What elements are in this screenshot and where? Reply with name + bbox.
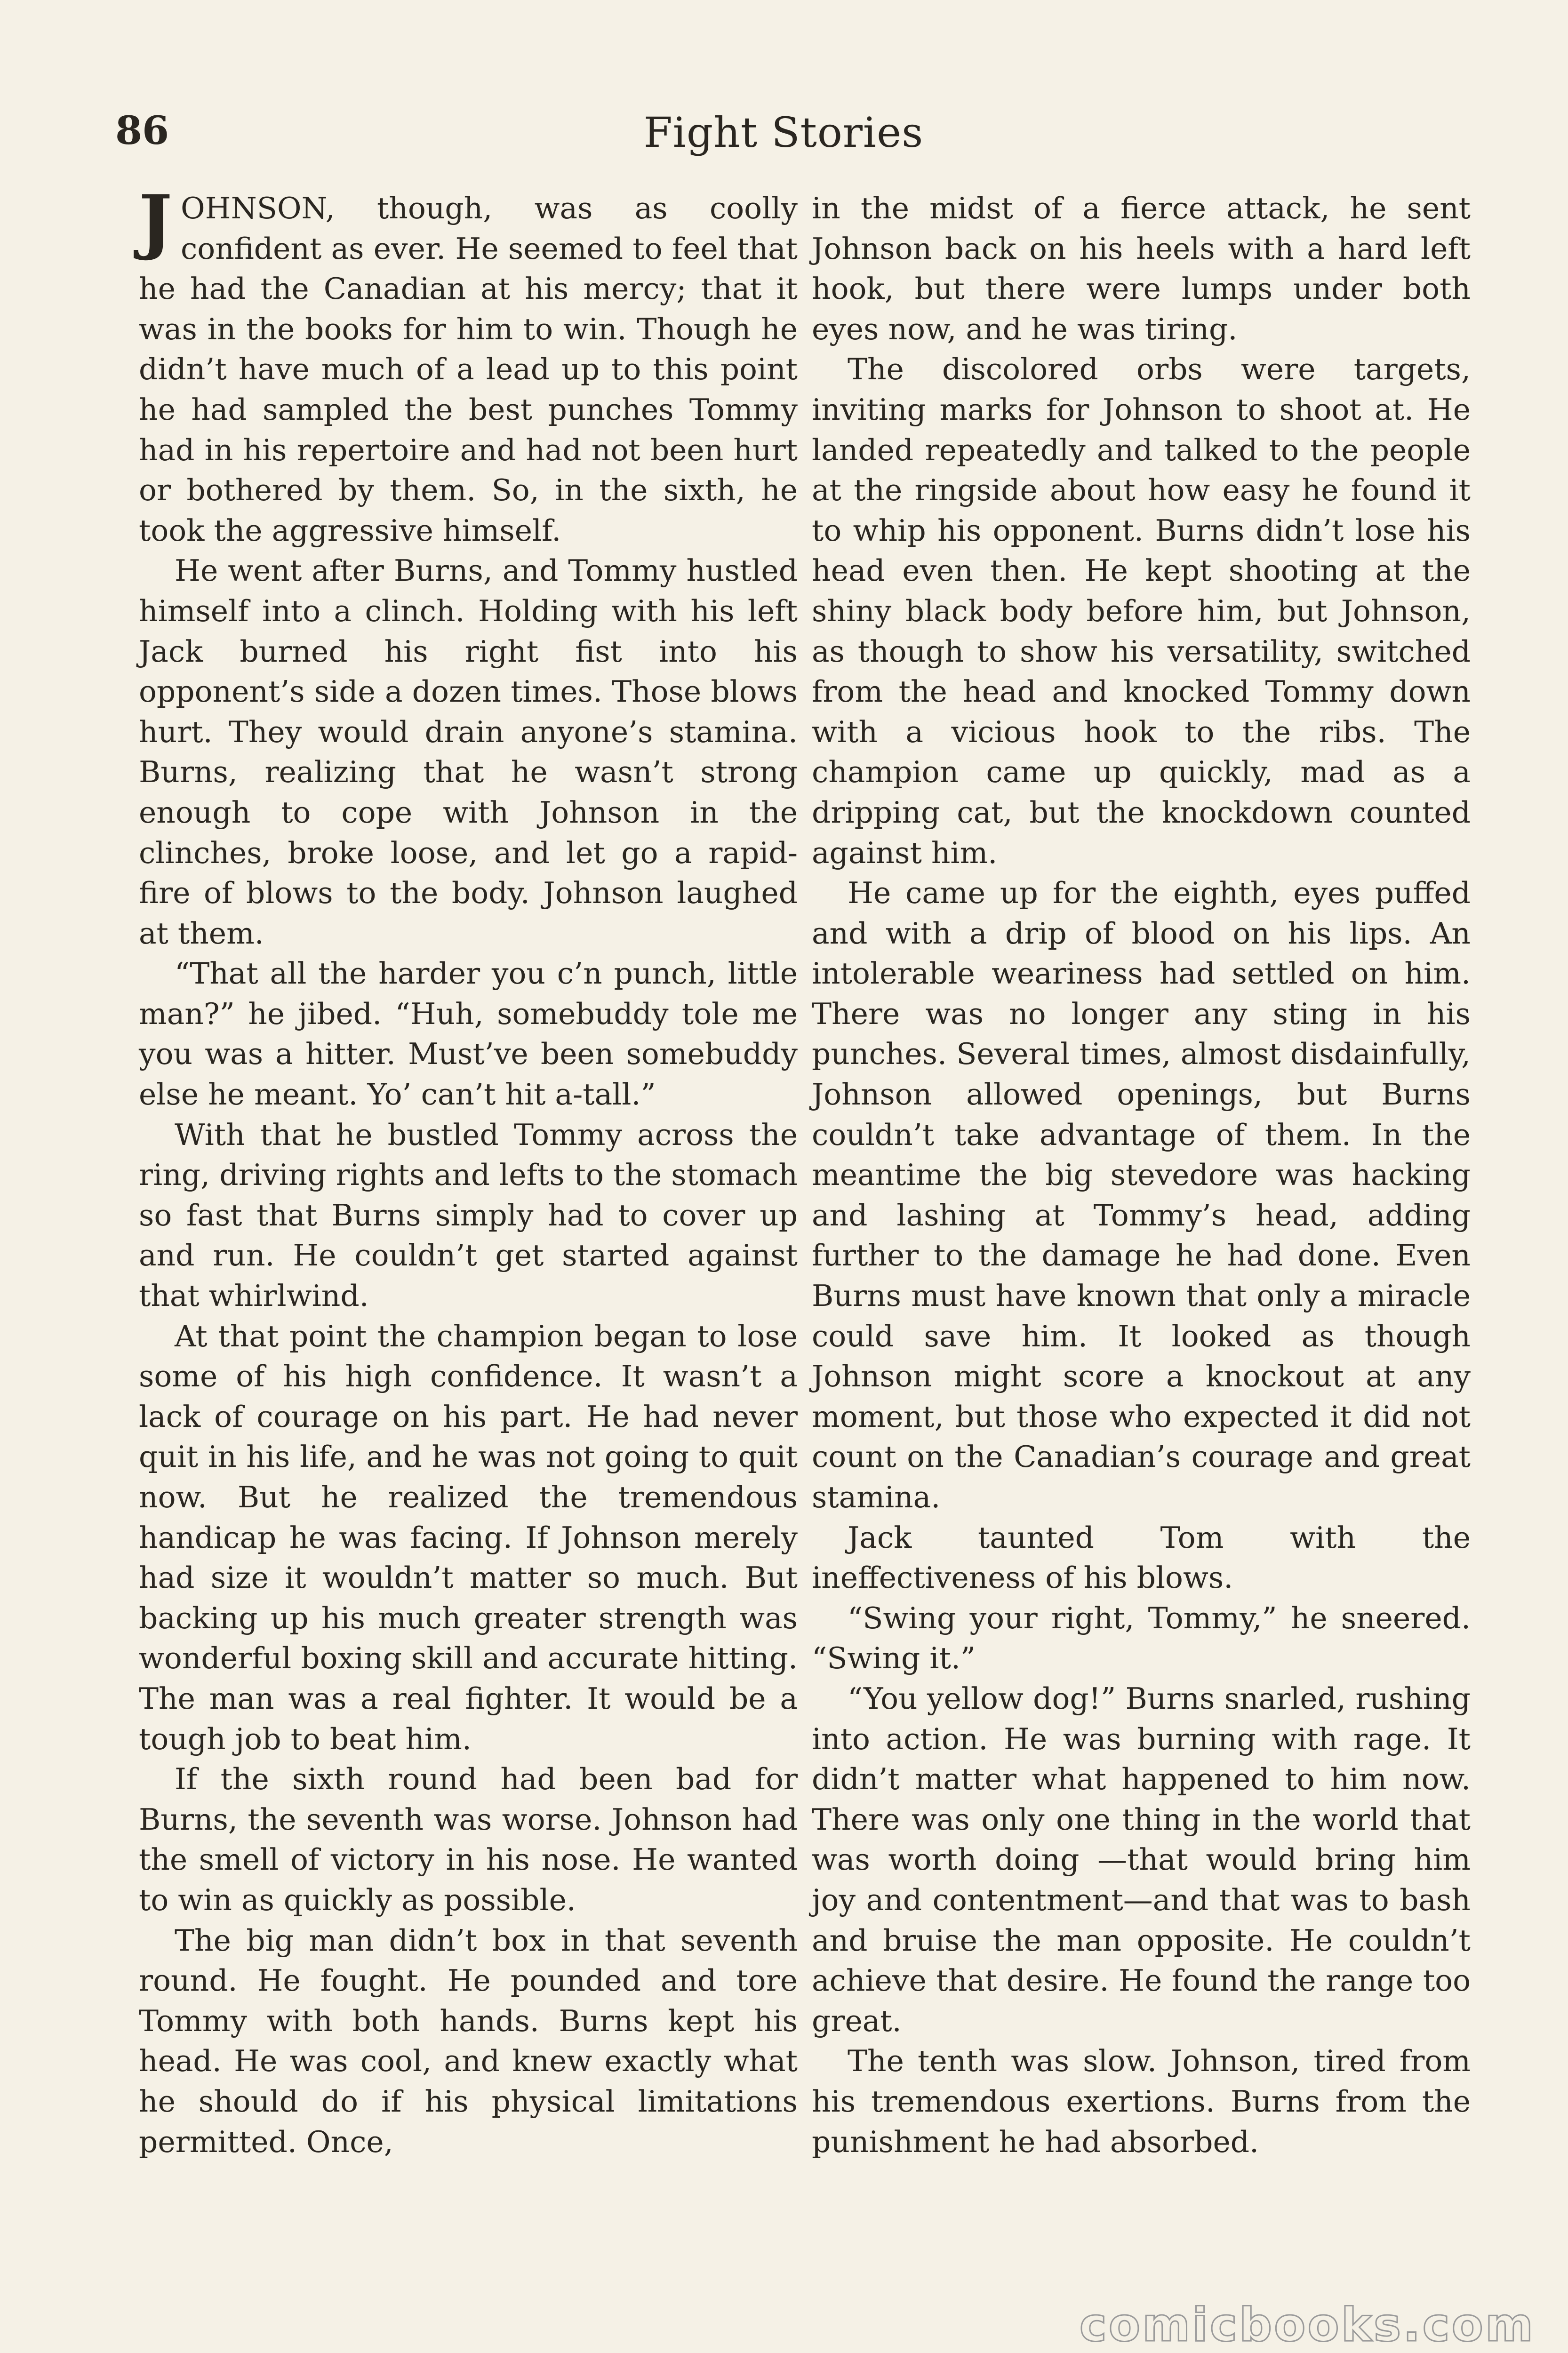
paragraph — [139, 1316, 798, 1760]
watermark: comicbooks.com — [1079, 2298, 1535, 2352]
paragraph-text: The discolored orbs were targets, inviting marks for Johnson to shoot at. He landed repeatedly and talked to the people at the ringside about how easy he found it to whip his opponent. Burns didn’t lose his head even then. He kept shooting at the shiny black body before him, but Johnson, as though to show his versatility, switched from the head and knocked Tommy down with a vicious hook to the ribs. The champion came up quickly, mad as a dripping cat, but the knockdown counted against him. — [812, 352, 1471, 870]
page-header — [115, 99, 1452, 165]
paragraph-text: At that point the champion began to lose some of his high confidence. It wasn’t a lack of courage on his part. He had never quit in his life, and he was not going to quit now. But he realized the tremendous handicap he was facing. If Johnson merely had size it wouldn’t matter so much. But backing up his much greater strength was wonderful boxing skill and accurate hitting. The man was a real fighter. It would be a tough job to beat him. — [139, 1319, 798, 1756]
paragraph — [139, 953, 798, 1114]
paragraph-text: With that he bustled Tommy across the ring, driving rights and lefts to the stomach so fast that Burns simply had to cover up and run. He couldn’t get started against that whirlwind. — [139, 1117, 798, 1313]
paragraph-text: “Swing your right, Tommy,” he sneered. “Swing it.” — [812, 1601, 1471, 1676]
paragraph — [139, 180, 798, 551]
paragraph — [139, 1921, 798, 2162]
paragraph-text: If the sixth round had been bad for Burns, the seventh was worse. Johnson had the smell of victory in his nose. He wanted to win as quickly as possible. — [139, 1762, 798, 1917]
paragraph-text: in the midst of a fierce attack, he sent Johnson back on his heels with a hard left hook, but there were lumps under both eyes now, and he was tiring. — [812, 191, 1471, 346]
page-number: 86 — [115, 108, 169, 153]
paragraph — [812, 873, 1471, 1518]
paragraph — [812, 349, 1471, 873]
drop-cap: J — [139, 180, 172, 263]
paragraph-text: OHNSON, though, was as coolly confident as ever. He seemed to feel that he had the Canadian at his mercy; that it was in the books for him to win. Though he didn’t have much of a lead up to this point he had sampled the best punches Tommy had in his repertoire and had not been hurt or bothered by them. So, in the sixth, he took the aggressive himself. — [139, 191, 798, 548]
running-title: Fight Stories — [643, 108, 924, 157]
paragraph — [139, 551, 798, 953]
paragraph-text: Jack taunted Tom with the ineffectiveness of his blows. — [812, 1520, 1471, 1595]
left-column — [139, 180, 798, 2162]
paragraph — [139, 1759, 798, 1920]
paragraph-text: He came up for the eighth, eyes puffed and with a drip of blood on his lips. An intolerable weariness had settled on him. There was no longer any sting in his punches. Several times, almost disdainfully, Johnson allowed openings, but Burns couldn’t take advantage of them. In the meantime the big stevedore was hacking and lashing at Tommy’s head, adding further to the damage he had done. Even Burns must have known that only a miracle could save him. It looked as though Johnson might score a knockout at any moment, but those who expected it did not count on the Canadian’s courage and great stamina. — [812, 876, 1471, 1514]
right-column — [812, 188, 1471, 2162]
paragraph — [139, 1115, 798, 1316]
paragraph-text: The tenth was slow. Johnson, tired from his tremendous exertions. Burns from the punishment he had absorbed. — [812, 2044, 1471, 2159]
paragraph — [812, 1679, 1471, 2041]
paragraph — [812, 2041, 1471, 2162]
paragraph — [812, 188, 1471, 349]
paragraph-text: He went after Burns, and Tommy hustled himself into a clinch. Holding with his left Jack burned his right fist into his opponent’s side a dozen times. Those blows hurt. They would drain anyone’s stamina. Burns, realizing that he wasn’t strong enough to cope with Johnson in the clinches, broke loose, and let go a rapid-fire of blows to the body. Johnson laughed at them. — [139, 553, 798, 951]
paragraph-text: “That all the harder you c’n punch, little man?” he jibed. “Huh, somebuddy tole me you was a hitter. Must’ve been somebuddy else he meant. Yo’ can’t hit a-tall.” — [139, 956, 798, 1112]
paragraph-text: The big man didn’t box in that seventh round. He fought. He pounded and tore Tommy with both hands. Burns kept his head. He was cool, and knew exactly what he should do if his physical limitations permitted. Once, — [139, 1923, 798, 2159]
paragraph — [812, 1598, 1471, 1679]
paragraph — [812, 1518, 1471, 1598]
paragraph-text: “You yellow dog!” Burns snarled, rushing into action. He was burning with rage. It didn’t matter what happened to him now. There was only one thing in the world that was worth doing —that would bring him joy and contentment—and that was to bash and bruise the man opposite. He couldn’t achieve that desire. He found the range too great. — [812, 1681, 1471, 2038]
